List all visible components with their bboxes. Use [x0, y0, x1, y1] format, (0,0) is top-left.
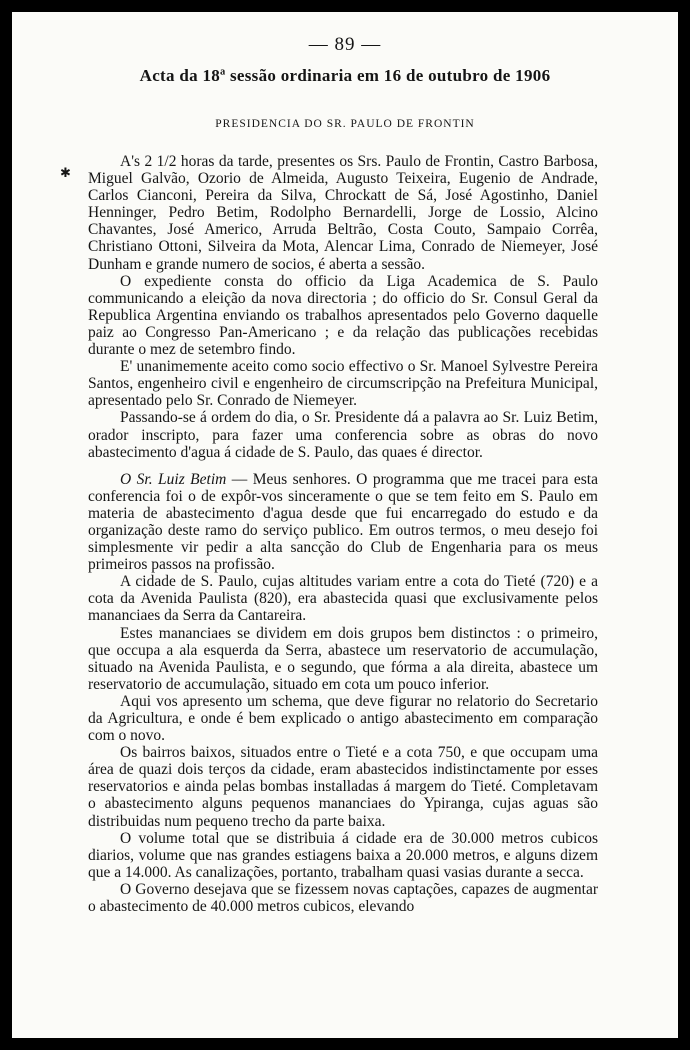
page-title: Acta da 18ª sessão ordinaria em 16 de outubro de 1906 [139, 66, 551, 85]
speech-opening-text: — Meus senhores. O programma que me tracei para esta conferencia foi o de expôr-vos sinceramente o que se tem feito em S. Paulo em materia de abastecimento d'agua desde que fui encarregado do estudo e da organização deste ramo do serviço publico. Em outros termos, o meu desejo foi simplesmente vir pedir a alta sancção do Club de Engenharia para os meus primeiros passos na profissão. [88, 470, 598, 574]
document-page [12, 12, 678, 1038]
page-number: — 89 — [308, 34, 382, 55]
speaker-name: O Sr. Luiz Betim [120, 470, 227, 488]
document-body [88, 153, 598, 915]
speech-paragraph: Aqui vos apresento um schema, que deve figurar no relatorio do Secretario da Agricultura, e onde é bem explicado o antigo abastecimento em comparação com o novo. [88, 692, 598, 745]
paragraph-attendance: A's 2 1/2 horas da tarde, presentes os Srs. Paulo de Frontin, Castro Barbosa, Miguel Galvão, Ozorio de Almeida, Augusto Teixeira, Eugenio de Andrade, Carlos Cianconi, Pereira da Silva, Chrockatt de Sá, José Agostinho, Daniel Henninger, Pedro Betim, Rodolpho Bernardelli, Jorge de Lossio, Alcino Chavantes, José Americo, Arruda Beltrão, Costa Couto, Sampaio Corrêa, Christiano Ottoni, Silveira da Mota, Alencar Lima, Conrado de Niemeyer, José Dunham e grande numero de socios, é aberta a sessão. [88, 153, 598, 273]
speech-paragraph: O volume total que se distribuia á cidade era de 30.000 metros cubicos diarios, volume que nas grandes estiagens baixa a 20.000 metros, e alguns dizem que a 14.000. As canalizações, portanto, trabalham quasi vasias durante a secca. [88, 829, 598, 881]
speech-paragraph: Estes mananciaes se dividem em dois grupos bem distinctos : o primeiro, que occupa a ala esquerda da Serra, abastece um reservatorio de accumulação, situado na Avenida Paulista, e o segundo, que fórma a ala direita, abastece um reservatorio de accumulação, situado em cota um pouco inferior. [88, 624, 598, 693]
margin-mark: ✱ [60, 165, 71, 180]
speech-opening-paragraph [88, 471, 598, 574]
paragraph-expediente: O expediente consta do officio da Liga Academica de S. Paulo communicando a eleição da nova directoria ; do officio do Sr. Consul Geral da Republica Argentina enviando os trabalhos apresentados pelo Governo daquelle paiz ao Congresso Pan-Americano ; e da relação das publicações recebidas durante o mez de setembro findo. [88, 272, 598, 359]
presidency-heading: PRESIDENCIA DO SR. PAULO DE FRONTIN [215, 118, 475, 130]
paragraph-order-of-day: Passando-se á ordem do dia, o Sr. Presidente dá a palavra ao Sr. Luiz Betim, orador inscripto, para fazer uma conferencia sobre as obras do novo abastecimento d'agua á cidade de S. Paulo, das quaes é director. [88, 409, 598, 461]
speech-paragraph: Os bairros baixos, situados entre o Tieté e a cota 750, e que occupam uma área de quazi dois terços da cidade, eram abastecidos indistinctamente por esses reservatorios e ainda pelas bombas installadas á margem do Tieté. Completavam o abastecimento alguns pequenos mananciaes do Ypiranga, cujas aguas são distribuidas num pequeno trecho da parte baixa. [88, 744, 598, 830]
speech-paragraph: O Governo desejava que se fizessem novas captações, capazes de augmentar o abastecimento de 40.000 metros cubicos, elevando [88, 880, 598, 916]
speech-paragraph: A cidade de S. Paulo, cujas altitudes variam entre a cota do Tieté (720) e a cota da Avenida Paulista (820), era abastecida quasi que exclusivamente pelos mananciaes da Serra da Cantareira. [88, 573, 598, 625]
paragraph-new-member: E' unanimemente aceito como socio effectivo o Sr. Manoel Sylvestre Pereira Santos, engenheiro civil e engenheiro de circumscripção na Prefeitura Municipal, apresentado pelo Sr. Conrado de Niemeyer. [88, 358, 598, 410]
